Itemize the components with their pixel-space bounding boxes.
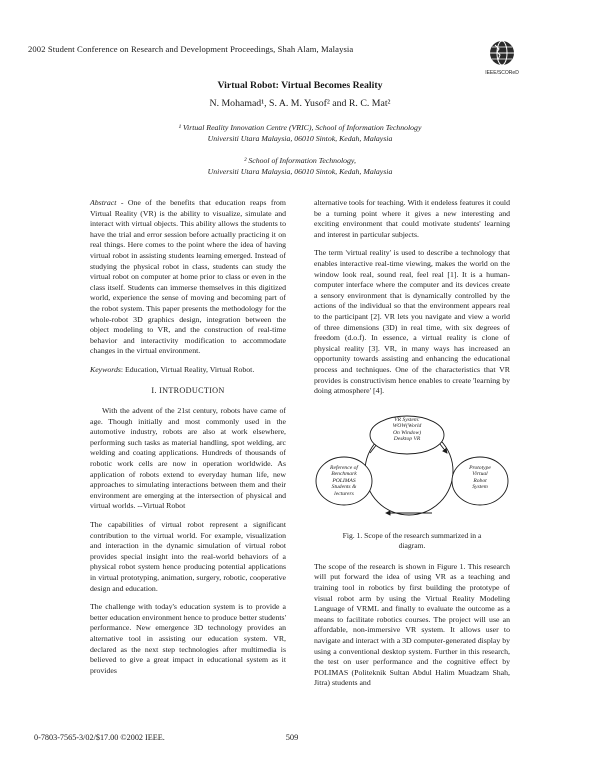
globe-logo-icon	[482, 36, 522, 80]
node-prototype-robot	[452, 465, 508, 491]
affiliation-1	[0, 122, 600, 144]
figure-1	[314, 405, 510, 527]
figure-caption	[314, 531, 510, 552]
abstract	[90, 198, 286, 357]
node-text: POLIMAS	[332, 477, 356, 484]
node-text: System	[472, 484, 488, 491]
affiliation-2-line-1: ² School of Information Technology,	[244, 156, 356, 165]
abstract-label: Abstract	[90, 198, 117, 207]
node-text: Reference of	[330, 464, 358, 471]
section-heading-introduction: I. INTRODUCTION	[151, 385, 225, 395]
node-text: Students &	[331, 484, 357, 491]
right-paragraph-1: alternative tools for teaching. With it endeless features it could be a turning point where it gives a new interesting and exciting environment that could motivate students' learning and interest in particular subjects.	[314, 198, 510, 239]
node-reference-benchmark	[316, 465, 372, 498]
node-vr-system	[372, 417, 442, 443]
keywords-text: : Education, Virtual Reality, Virtual Robot.	[120, 364, 255, 374]
caption-line-1: Fig. 1. Scope of the research summarized in a	[342, 530, 482, 540]
right-paragraph-3: The scope of the research is shown in Figure 1. This research will put forward the idea of using VR as a teaching and training tool in robotics by first building the prototype of visual robot arm by using the Virtual Reality Modeling Language of VRML and finally to evaluate the outcome as a means to facilitate robotics courses. The project will use an affordable, non-immersive VR system. It allows user to navigate and interact with a 3D computer-generated display by using a conventional desktop system. Further in this research, the test on user performance and the cognitive effect by POLIMAS (Politeknik Sultan Abdul Halim Muadzam Shah, Jitra) students and	[314, 561, 510, 688]
node-text: Benchmark	[331, 471, 357, 478]
paper-authors: N. Mohamad¹, S. A. M. Yusof² and R. C. Mat²	[209, 98, 391, 109]
node-text: Robot	[473, 477, 487, 484]
left-column	[90, 198, 286, 684]
keywords-label: Keywords	[90, 364, 121, 374]
footer-copyright: 0-7803-7565-3/02/$17.00 ©2002 IEEE.	[34, 733, 165, 742]
node-text: VR System:	[394, 416, 420, 423]
caption-line-2: diagram.	[398, 541, 426, 551]
page-number: 509	[285, 733, 299, 742]
right-column	[314, 198, 510, 697]
abstract-text: - One of the benefits that education reaps from Virtual Reality (VR) is the ability to visualize, simulate and interact with virtual objects. This ability allows the students to have the trial and error session before actually practicing it on real things. Here comes to the point where the idea of having virtual robot in assisting students learning emerged. Instead of studying the physical robot in class, students can study the virtual robot on computer at home prior to class or even in the class itself. Students can immerse themselves in this digitized world, experience the sense of moving and becoming part of the robot system. This paper presents the methodology for the whole-robot 3D graphics design, integration between the object modeling to VR, and the construction of real-time behavior and interactivity modification to accommodate changes in the virtual environment.	[90, 198, 286, 356]
right-paragraph-2: The term 'virtual reality' is used to describe a technology that enables interactive real-time viewing, makes the world on the window look real, sound real, feel real [1]. It is a human-computer interface where the computer and its devices create a sensory environment that is dynamically controlled by the actions of the individual so that the environment appears real to the participant [2]. VR lets you navigate and view a world of three dimensions (3D) in real time, with six degrees of freedom (d.o.f). In essence, a virtual reality is clone of physical reality [3]. VR, in many ways has increased an opportunity towards assisting and enhancing the educational process and techniques. One of the characteristics that VR provides is constructivism hence enables to create 'learning by doing atmosphere' [4].	[314, 248, 510, 396]
logo-text: IEEE/SCOReD	[485, 70, 519, 76]
intro-paragraph-1: With the advent of the 21st century, robots have came of age. Though initially and most commonly used in the automotive industry, robots are also at work elsewhere, performing such tasks as material handling, spot welding, arc welding and coating applications. Hundreds of thousands of robotic work cells are now in operation worldwide. As application of robots extend to everyday human life, new approaches to simulating interactions between them and their environment are emerging at the intersection of physical and virtual worlds. --Virtual Robot	[90, 406, 286, 511]
affiliation-2	[0, 155, 600, 177]
node-text: On Window)	[392, 429, 422, 436]
affiliation-1-line-2: Universiti Utara Malaysia, 06010 Sintok, Kedah, Malaysia	[207, 134, 393, 143]
running-header: 2002 Student Conference on Research and Development Proceedings, Shah Alam, Malaysia	[28, 44, 354, 54]
node-text: Prototype	[469, 464, 491, 471]
intro-paragraph-3: The challenge with today's education system is to provide a better education environment hence to produce better students' performance. New emergence 3D technology provides an alternative tool in assisting our education system. VR, declared as the next step technologies after multimedia is believed to give a great impact in educational system as it provides	[90, 602, 286, 675]
node-text: lecturers	[334, 491, 354, 498]
keywords	[90, 365, 286, 376]
node-text: Desktop VR	[393, 436, 421, 443]
affiliation-2-line-2: Universiti Utara Malaysia, 06010 Sintok, Kedah, Malaysia	[207, 167, 393, 176]
node-text: WOW(World	[392, 423, 422, 430]
node-text: Virtual	[472, 471, 488, 478]
conference-logo	[482, 36, 522, 80]
intro-paragraph-2: The capabilities of virtual robot represent a significant contribution to the virtual world. For example, visualization and interaction in the dynamic simulation of virtual robot provides special insight into the real-world behaviors of a physical robot system hence producing potential applications in virtual prototyping, animation, surgery, robotic, cooperative design and education.	[90, 520, 286, 593]
paper-title: Virtual Robot: Virtual Becomes Reality	[217, 80, 383, 91]
affiliation-1-line-1: ¹ Virtual Reality Innovation Centre (VRIC), School of Information Technology	[178, 123, 422, 132]
